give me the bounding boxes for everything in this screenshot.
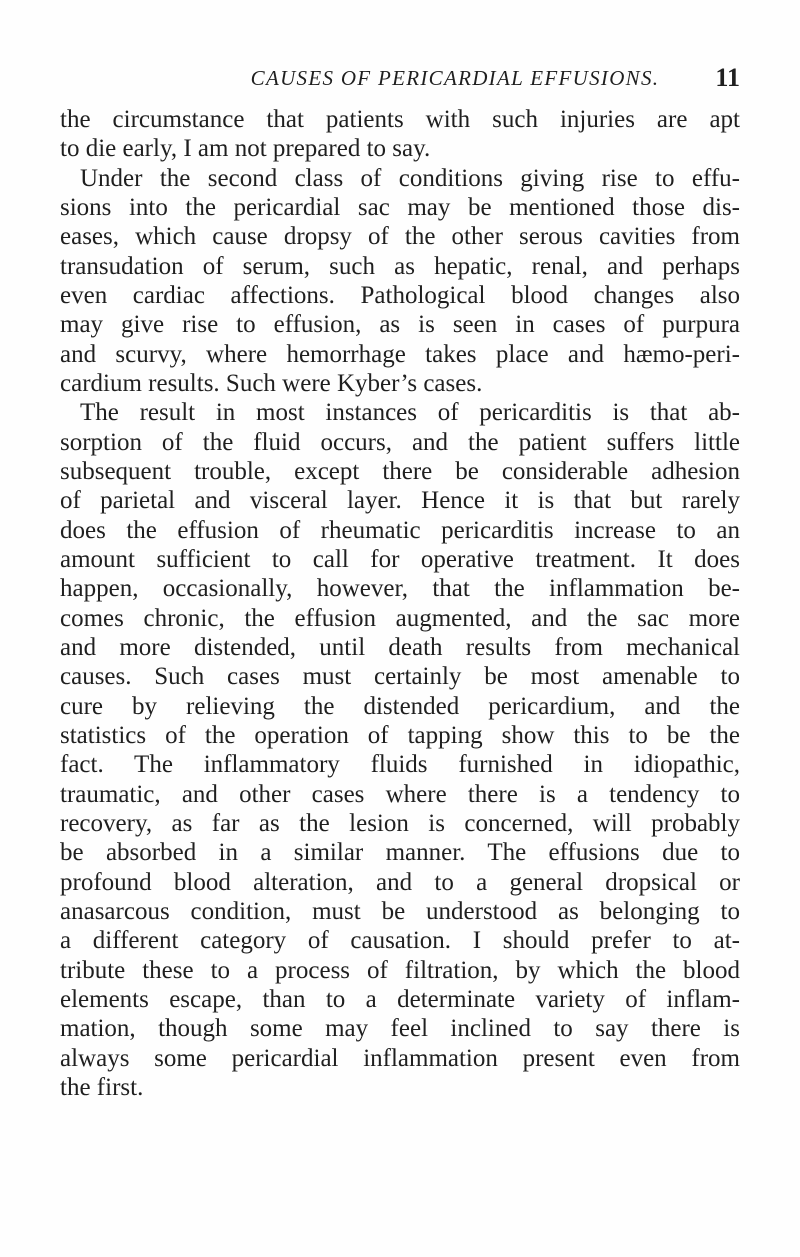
running-head	[0, 63, 800, 100]
text-line: cardium results. Such were Kyber’s cases.	[60, 369, 483, 397]
text-line: cure by relieving the distended pericardium, and the	[60, 692, 740, 720]
text-line: of parietal and visceral layer. Hence it is that but rarely	[60, 487, 740, 515]
text-line: Under the second class of conditions giving rise to effu-	[80, 164, 740, 192]
text-line: the first.	[60, 1073, 144, 1101]
text-line: mation, though some may feel inclined to say there is	[60, 1015, 740, 1043]
text-line: does the effusion of rheumatic pericarditis increase to an	[60, 516, 740, 544]
text-line: be absorbed in a similar manner. The effusions due to	[60, 839, 740, 867]
text-line: anasarcous condition, must be understood as belonging to	[60, 897, 740, 925]
text-line: fact. The inflammatory fluids furnished in idiopathic,	[60, 751, 740, 779]
text-line: statistics of the operation of tapping show this to be the	[60, 721, 740, 749]
text-line: and more distended, until death results from mechanical	[60, 633, 740, 661]
page-number: 11	[715, 63, 740, 92]
text-line: may give rise to effusion, as is seen in cases of purpura	[60, 311, 740, 339]
text-line: even cardiac affections. Pathological blood changes also	[60, 281, 740, 309]
text-line: eases, which cause dropsy of the other serous cavities from	[60, 223, 740, 251]
text-line: traumatic, and other cases where there is a tendency to	[60, 780, 740, 808]
text-line: and scurvy, where hemorrhage takes place and hæmo-peri-	[60, 340, 740, 368]
text-line: the circumstance that patients with such injuries are apt	[60, 106, 740, 133]
text-line: amount sufficient to call for operative treatment. It does	[60, 545, 740, 573]
text-line: happen, occasionally, however, that the inflammation be-	[60, 575, 740, 603]
text-line: profound blood alteration, and to a general dropsical or	[60, 868, 740, 896]
running-title: CAUSES OF PERICARDIAL EFFUSIONS.	[250, 66, 660, 90]
text-line: subsequent trouble, except there be considerable adhesion	[60, 457, 740, 485]
text-line: transudation of serum, such as hepatic, renal, and perhaps	[60, 252, 740, 280]
text-line: elements escape, than to a determinate variety of inflam-	[60, 985, 740, 1013]
text-line: a different category of causation. I should prefer to at-	[60, 927, 740, 955]
text-line: sorption of the fluid occurs, and the patient suffers little	[60, 428, 740, 456]
text-line: The result in most instances of pericarditis is that ab-	[80, 399, 740, 427]
body-text	[60, 105, 740, 1102]
text-line: tribute these to a process of filtration, by which the blood	[60, 956, 740, 984]
text-line: causes. Such cases must certainly be most amenable to	[60, 663, 740, 691]
text-line: comes chronic, the effusion augmented, and the sac more	[60, 604, 740, 632]
text-line: sions into the pericardial sac may be mentioned those dis-	[60, 193, 740, 221]
text-line: recovery, as far as the lesion is concerned, will probably	[60, 809, 740, 837]
text-line: to die early, I am not prepared to say.	[60, 135, 431, 163]
text-line: always some pericardial inflammation present even from	[60, 1044, 740, 1072]
